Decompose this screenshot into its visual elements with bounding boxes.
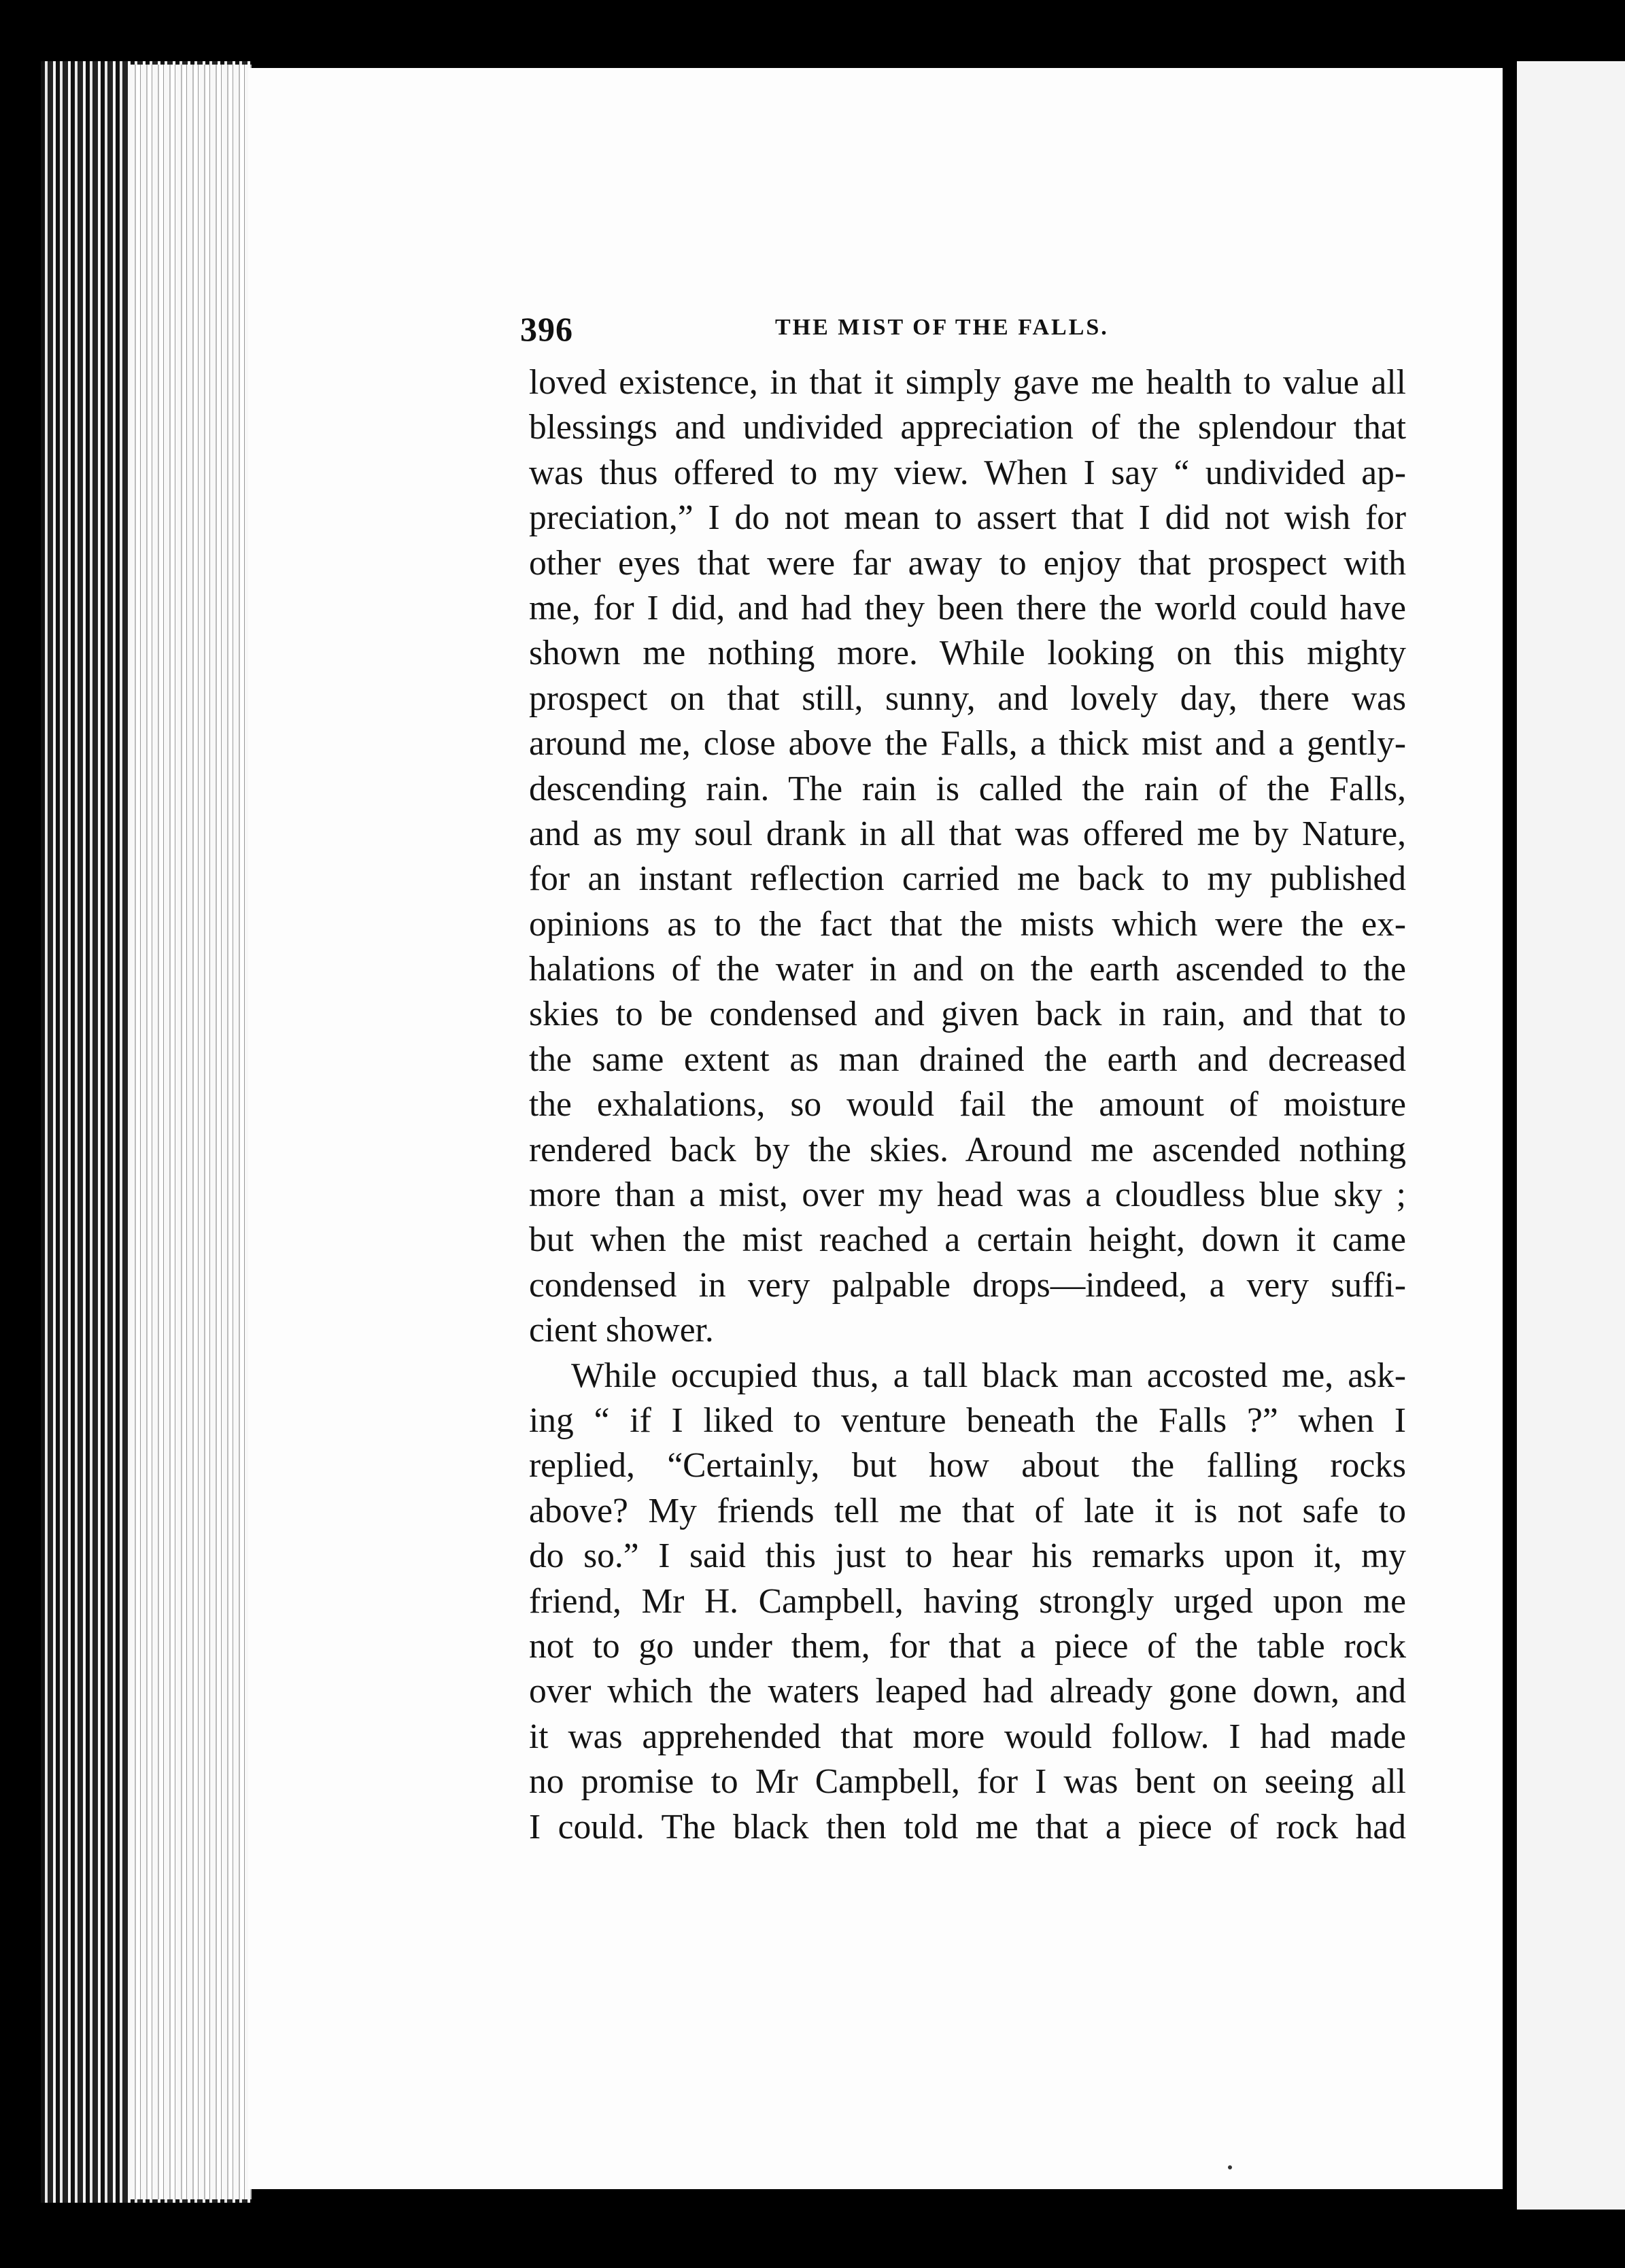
text-line: opinions as to the fact that the mists which were the ex-	[529, 904, 1406, 944]
text-line: no promise to Mr Campbell, for I was bent on seeing all	[529, 1762, 1406, 1802]
text-line: above? My friends tell me that of late it is not safe to	[529, 1491, 1406, 1530]
text-line: not to go under them, for that a piece of the table rock	[529, 1626, 1406, 1666]
text-line: replied, “Certainly, but how about the falling rocks	[529, 1446, 1406, 1485]
text-line: more than a mist, over my head was a cloudless blue sky ;	[529, 1175, 1406, 1215]
text-line: the exhalations, so would fail the amount of moisture	[529, 1085, 1406, 1124]
text-line: do so.” I said this just to hear his remarks upon it, my	[529, 1536, 1406, 1576]
text-line: rendered back by the skies. Around me ascended nothing	[529, 1130, 1406, 1169]
page-fore-edge-highlight	[129, 65, 252, 2199]
page-number: 396	[520, 310, 573, 348]
text-line: cient shower.	[529, 1311, 714, 1350]
text-line: halations of the water in and on the earth ascended to the	[529, 950, 1406, 989]
text-line: was thus offered to my view. When I say “ undivided ap-	[529, 453, 1406, 492]
text-line: skies to be condensed and given back in rain, and that to	[529, 995, 1406, 1034]
text-line: friend, Mr H. Campbell, having strongly urged upon me	[529, 1581, 1406, 1621]
paragraph-1	[529, 360, 1406, 1354]
paragraph-2	[529, 1354, 1406, 1850]
text-line: other eyes that were far away to enjoy that prospect with	[529, 543, 1406, 583]
text-line: prospect on that still, sunny, and lovely day, there was	[529, 678, 1406, 718]
text-line: for an instant reflection carried me back to my published	[529, 859, 1406, 899]
text-line: shown me nothing more. While looking on this mighty	[529, 634, 1406, 673]
text-line: ing “ if I liked to venture beneath the Falls ?” when I	[529, 1401, 1406, 1440]
running-head: THE MIST OF THE FALLS.	[775, 315, 1109, 340]
text-line: me, for I did, and had they been there the world could have	[529, 588, 1406, 628]
text-line: condensed in very palpable drops—indeed, a very suffi-	[529, 1265, 1406, 1305]
text-line: and as my soul drank in all that was offered me by Nature,	[529, 814, 1406, 853]
text-line: While occupied thus, a tall black man accosted me, ask-	[571, 1356, 1406, 1395]
text-line: it was apprehended that more would follow. I had made	[529, 1717, 1406, 1756]
text-line: loved existence, in that it simply gave me health to value all	[529, 363, 1406, 402]
facing-page-edge	[1513, 61, 1625, 2210]
text-line: over which the waters leaped had already gone down, and	[529, 1672, 1406, 1711]
text-line: around me, close above the Falls, a thick mist and a gently-	[529, 724, 1406, 763]
text-line: the same extent as man drained the earth and decreased	[529, 1040, 1406, 1079]
body-text	[529, 360, 1406, 1850]
page-header	[520, 309, 1404, 350]
ink-speck	[1228, 2165, 1232, 2169]
text-line: preciation,” I do not mean to assert that I did not wish for	[529, 498, 1406, 538]
text-line: blessings and undivided appreciation of the splendour that	[529, 408, 1406, 447]
text-line: descending rain. The rain is called the rain of the Falls,	[529, 769, 1406, 808]
text-line: but when the mist reached a certain height, down it came	[529, 1220, 1406, 1260]
text-line: I could. The black then told me that a piece of rock had	[529, 1807, 1406, 1846]
